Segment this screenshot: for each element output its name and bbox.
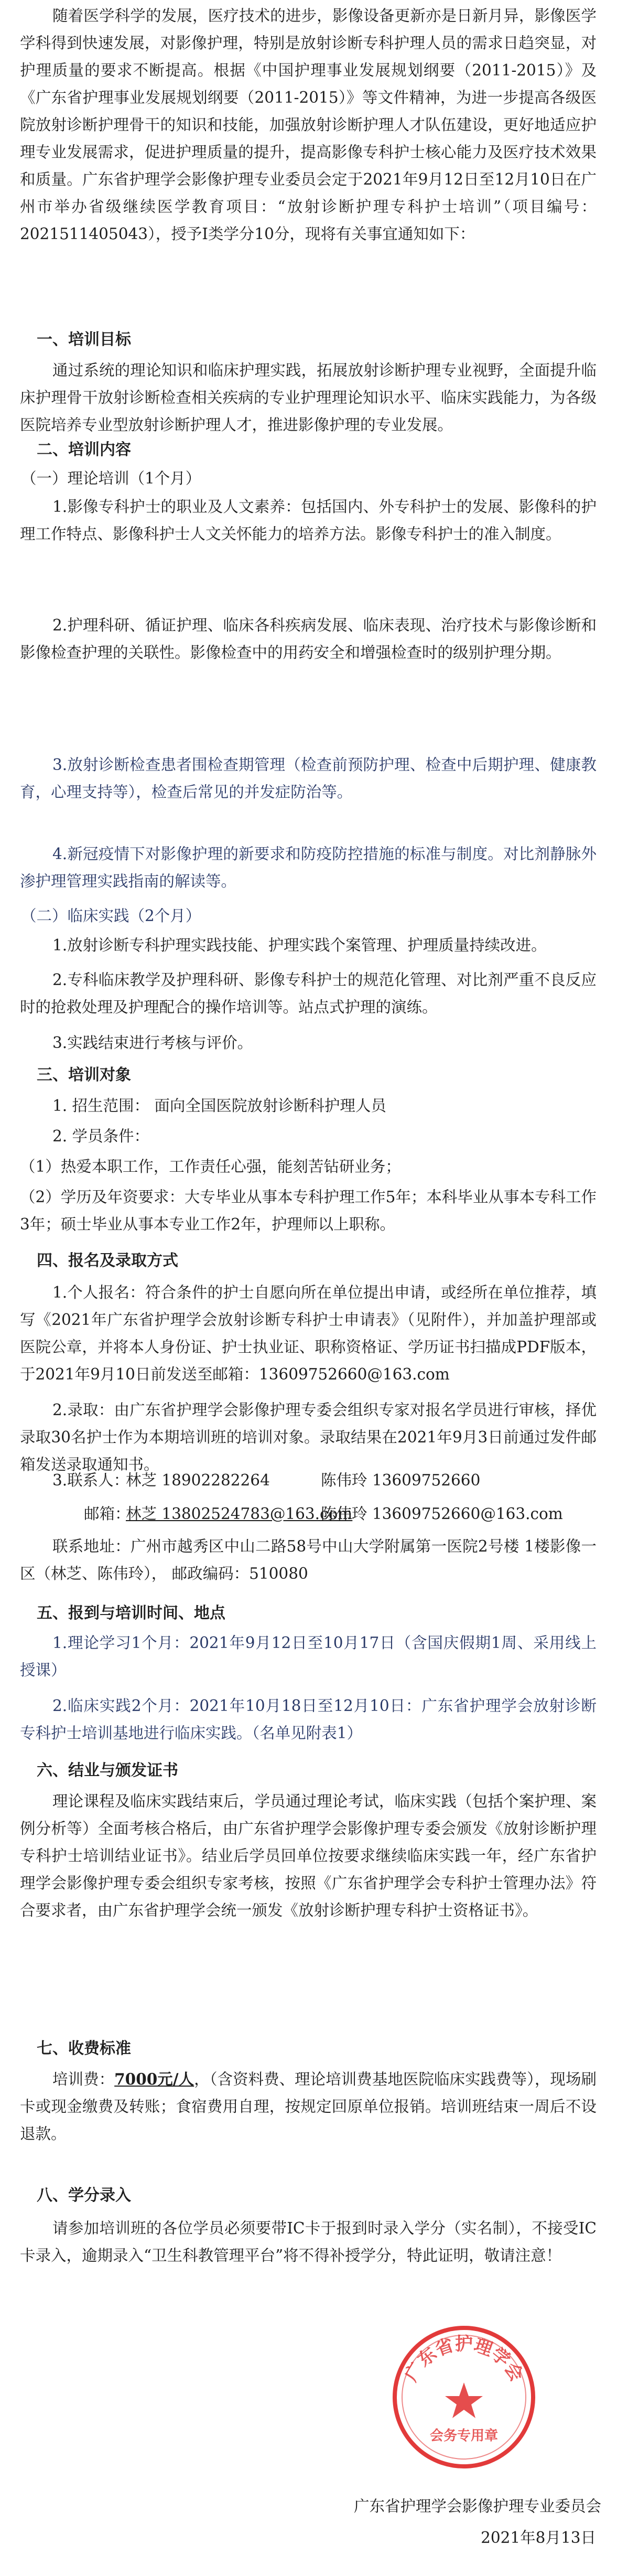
contact-address: 联系地址：广州市越秀区中山二路58号中山大学附属第一医院2号楼 1楼影像一区（林芝、陈伟玲）， 邮政编码：510080 bbox=[20, 1537, 597, 1583]
section-2-title: 二、培训内容 bbox=[37, 441, 131, 459]
contact-label: 3.联系人： bbox=[52, 1471, 129, 1489]
section-1-title: 一、培训目标 bbox=[37, 330, 131, 349]
credit-paragraph: 请参加培训班的各位学员必须要带IC卡于报到时录入学分（实名制），不接受IC卡录入，逾期录入“卫生科教管理平台”将不得补授学分，特此证明，敬请注意！ bbox=[20, 2219, 597, 2264]
apply-paragraph-1: 1.个人报名：符合条件的护士自愿向所在单位提出申请，或经所在单位推荐，填写《2021年广东省护理学会放射诊断专科护士申请表》（见附件），并加盖护理部或医院公章，并将本人身份证、护士执业证、职称资格证、学历证书扫描成PDF版本，于2021年9月10日前发送至邮箱：13609752660@163.com bbox=[20, 1284, 597, 1383]
issue-date: 2021年8月13日 bbox=[481, 2529, 596, 2547]
fee-amount: 7000元/人 bbox=[114, 2070, 194, 2088]
email-label: 邮箱： bbox=[84, 1505, 131, 1523]
section-1-body: 通过系统的理论知识和临床护理实践，拓展放射诊断护理专业视野，全面提升临床护理骨干放射诊断检查相关疾病的专业护理理论知识水平、临床实践能力，为各级医院培养专业型放射诊断护理人才，推进影像护理的专业发展。 bbox=[20, 361, 597, 434]
section-6-title: 六、结业与颁发证书 bbox=[37, 1761, 178, 1780]
svg-text:广东省护理学会: 广东省护理学会 bbox=[400, 2334, 527, 2386]
clinical-item-1: 1.放射诊断专科护理实践技能、护理实践个案管理、护理质量持续改进。 bbox=[52, 936, 547, 954]
target-item-3: （1）热爱本职工作，工作责任心强，能刻苦钻研业务； bbox=[20, 1158, 401, 1175]
section-8-title: 八、学分录入 bbox=[37, 2186, 131, 2205]
section-5-title: 五、报到与培训时间、地点 bbox=[37, 1604, 225, 1622]
fee-prefix: 培训费： bbox=[52, 2070, 115, 2088]
clinical-item-2: 2.专科临床教学及护理科研、影像专科护士的规范化管理、对比剂严重不良反应时的抢救处理及护理配合的操作培训等。站点式护理的演练。 bbox=[20, 971, 597, 1016]
section-3-title: 三、培训对象 bbox=[37, 1066, 131, 1084]
fee-details: ，（含资料费、理论培训费基地医院临床实践费等），现场刷卡或现金缴费及转账；食宿费用自理，按规定回原单位报销。培训班结束一周后不设退款。 bbox=[20, 2070, 597, 2143]
certificate-paragraph: 理论课程及临床实践结束后，学员通过理论考试，临床实践（包括个案护理、案例分析等）全面考核合格后，由广东省护理学会影像护理专委会颁发《放射诊断护理专科护士培训结业证书》。结业后学员回单位按要求继续临床实践一年，经广东省护理学会影像护理专委会组织专家考核，按照《广东省护理学会专科护士管理办法》符合要求者，由广东省护理学会统一颁发《放射诊断护理专科护士资格证书》。 bbox=[20, 1792, 597, 1919]
issuer-signature: 广东省护理学会影像护理专业委员会 bbox=[353, 2497, 601, 2515]
svg-text:会务专用章: 会务专用章 bbox=[429, 2428, 499, 2444]
target-item-4: （2）学历及年资要求：大专毕业从事本专科护理工作5年；本科毕业从事本专科工作3年；硕士毕业从事本专业工作2年，护理师以上职称。 bbox=[20, 1188, 597, 1233]
target-item-1: 1. 招生范围： 面向全国医院放射诊断科护理人员 bbox=[52, 1097, 386, 1115]
schedule-item-1: 1.理论学习1个月：2021年9月12日至10月17日（含国庆假期1周、采用线上授课） bbox=[20, 1634, 597, 1679]
clinical-item-3: 3.实践结束进行考核与评价。 bbox=[52, 1034, 253, 1052]
contact-chen: 陈伟玲 13609752660 bbox=[321, 1471, 481, 1489]
schedule-item-2: 2.临床实践2个月：2021年10月18日至12月10日：广东省护理学会放射诊断专科护士培训基地进行临床实践。（名单见附表1） bbox=[20, 1697, 597, 1742]
email-chen[interactable]: 陈伟玲 13609752660@163.com bbox=[321, 1505, 563, 1523]
theory-item-4: 4.新冠疫情下对影像护理的新要求和防疫防控措施的标准与制度。对比剂静脉外渗护理管理实践指南的解读等。 bbox=[20, 845, 597, 890]
email-lin[interactable]: 林芝 13802524783@163.com bbox=[126, 1505, 353, 1523]
target-item-2: 2. 学员条件： bbox=[52, 1127, 150, 1145]
theory-item-1: 1.影像专科护士的职业及人文素养：包括国内、外专科护士的发展、影像科的护理工作特点、影像科护士人文关怀能力的培养方法。影像专科护士的准入制度。 bbox=[20, 498, 597, 543]
theory-item-2: 2.护理科研、循证护理、临床各科疾病发展、临床表现、治疗技术与影像诊断和影像检查护理的关联性。影像检查中的用药安全和增强检查时的级别护理分期。 bbox=[20, 616, 597, 661]
apply-paragraph-2: 2.录取：由广东省护理学会影像护理专委会组织专家对报名学员进行审核，择优录取30名护士作为本期培训班的培训对象。录取结果在2021年9月3日前通过发件邮箱发送录取通知书。 bbox=[20, 1401, 597, 1473]
theory-item-3: 3.放射诊断检查患者围检查期管理（检查前预防护理、检查中后期护理、健康教育，心理支持等），检查后常见的并发症防治等。 bbox=[20, 756, 597, 801]
official-seal bbox=[391, 2324, 537, 2471]
section-7-title: 七、收费标准 bbox=[37, 2039, 131, 2058]
section-4-title: 四、报名及录取方式 bbox=[37, 1252, 178, 1270]
contact-lin: 林芝 18902282264 bbox=[126, 1471, 270, 1489]
fee-paragraph bbox=[20, 2066, 597, 2147]
intro-paragraph: 随着医学科学的发展，医疗技术的进步，影像设备更新亦是日新月异，影像医学学科得到快速发展，对影像护理，特别是放射诊断专科护理人员的需求日趋突显，对护理质量的要求不断提高。根据《中国护理事业发展规划纲要（2011-2015）》及《广东省护理事业发展规划纲要（2011-2015）》等文件精神，为进一步提高各级医院放射诊断护理骨干的知识和技能，加强放射诊断护理人才队伍建设，更好地适应护理专业发展需求，促进护理质量的提升，提高影像专科护士核心能力及医疗技术效果和质量。广东省护理学会影像护理专业委员会定于2021年9月12日至12月10日在广州市举办省级继续医学教育项目：“放射诊断护理专科护士培训”（项目编号：2021511405043），授予Ⅰ类学分10分，现将有关事宜通知如下： bbox=[20, 7, 597, 243]
section-2-sub-theory: （一）理论培训（1个月） bbox=[21, 469, 201, 487]
section-2-sub-clinical: （二）临床实践（2个月） bbox=[21, 907, 201, 925]
